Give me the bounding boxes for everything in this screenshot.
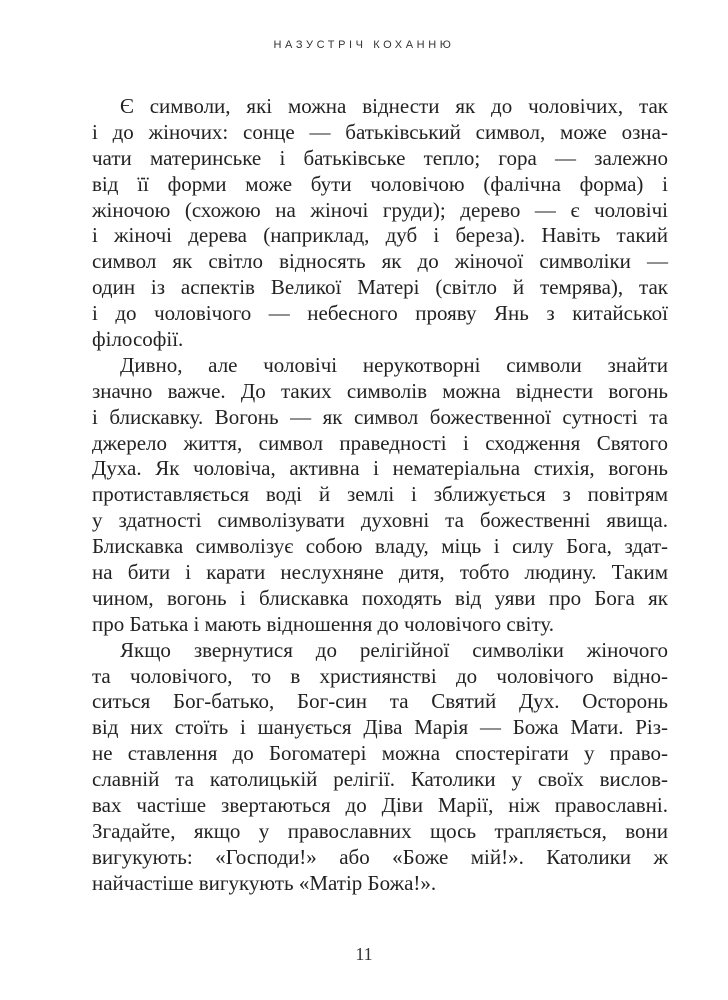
page-number: 11 — [355, 944, 373, 964]
text-line: і до жіночих: сонце — батьківський символ, може озна- — [92, 119, 668, 144]
text-line: протиставляється воді й землі і зближується з повітрям — [92, 482, 668, 507]
text-line: символ як світло відносять як до жіночої символіки — — [92, 249, 668, 274]
text-line: чином, вогонь і блискавка походять від уяви про Бога як — [92, 585, 668, 610]
text-line: значно важче. До таких символів можна віднести вогонь — [92, 378, 668, 403]
text-line: на бити і карати неслухняне дитя, тобто людину. Таким — [92, 560, 668, 585]
text-line: один із аспектів Великої Матері (світло й темрява), так — [92, 275, 668, 300]
text-line: найчастіше вигукують «Матір Божа!». — [92, 870, 437, 895]
text-line: і блискавку. Вогонь — як символ божественної сутності та — [92, 404, 668, 429]
body-text — [92, 94, 668, 897]
text-line: Духа. Як чоловіча, активна і нематеріальна стихія, вогонь — [92, 456, 668, 481]
text-line: і жіночі дерева (наприклад, дуб і береза). Навіть такий — [92, 223, 668, 248]
text-line: філософії. — [92, 327, 184, 352]
text-line: у здатності символізувати духовні та божественні явища. — [92, 508, 668, 533]
text-line: не ставлення до Богоматері можна спостерігати у право- — [92, 741, 668, 766]
text-line: джерело життя, символ праведності і сходження Святого — [92, 430, 668, 455]
text-line: ситься Бог-батько, Бог-син та Святий Дух. Осторонь — [92, 689, 668, 714]
text-line: Блискавка символізує собою владу, міць і силу Бога, здат- — [92, 534, 668, 559]
text-line: та чоловічого, то в християнстві до чоловічого відно- — [92, 663, 668, 688]
text-line: славній та католицькій релігії. Католики у своїх вислов- — [92, 767, 668, 792]
text-line: від її форми може бути чоловічою (фалічна форма) і — [92, 171, 668, 196]
paragraph — [92, 353, 668, 638]
text-line: і до чоловічого — небесного прояву Янь з китайської — [92, 301, 668, 326]
paragraph — [92, 94, 668, 353]
text-line: Дивно, але чоловічі нерукотворні символи знайти — [120, 352, 668, 377]
text-line: вигукують: «Господи!» або «Боже мій!». Католики ж — [92, 844, 668, 869]
text-line: про Батька і мають відношення до чоловічого світу. — [92, 611, 555, 636]
running-header: НАЗУСТРІЧ КОХАННЮ — [273, 39, 455, 51]
text-line: Згадайте, якщо у православних щось трапляється, вони — [92, 818, 668, 843]
text-line: вах частіше звертаються до Діви Марії, ніж православні. — [92, 793, 668, 818]
text-line: чати материнське і батьківське тепло; гора — залежно — [92, 145, 668, 170]
text-line: Є символи, які можна віднести як до чоловічих, так — [120, 94, 668, 118]
text-line: Якщо звернутися до релігійної символіки жіночого — [120, 637, 668, 662]
text-line: жіночою (схожою на жіночі груди); дерево — є чоловічі — [92, 197, 668, 222]
text-line: від них стоїть і шанується Діва Марія — Божа Мати. Різ- — [92, 715, 668, 740]
paragraph — [92, 638, 668, 897]
